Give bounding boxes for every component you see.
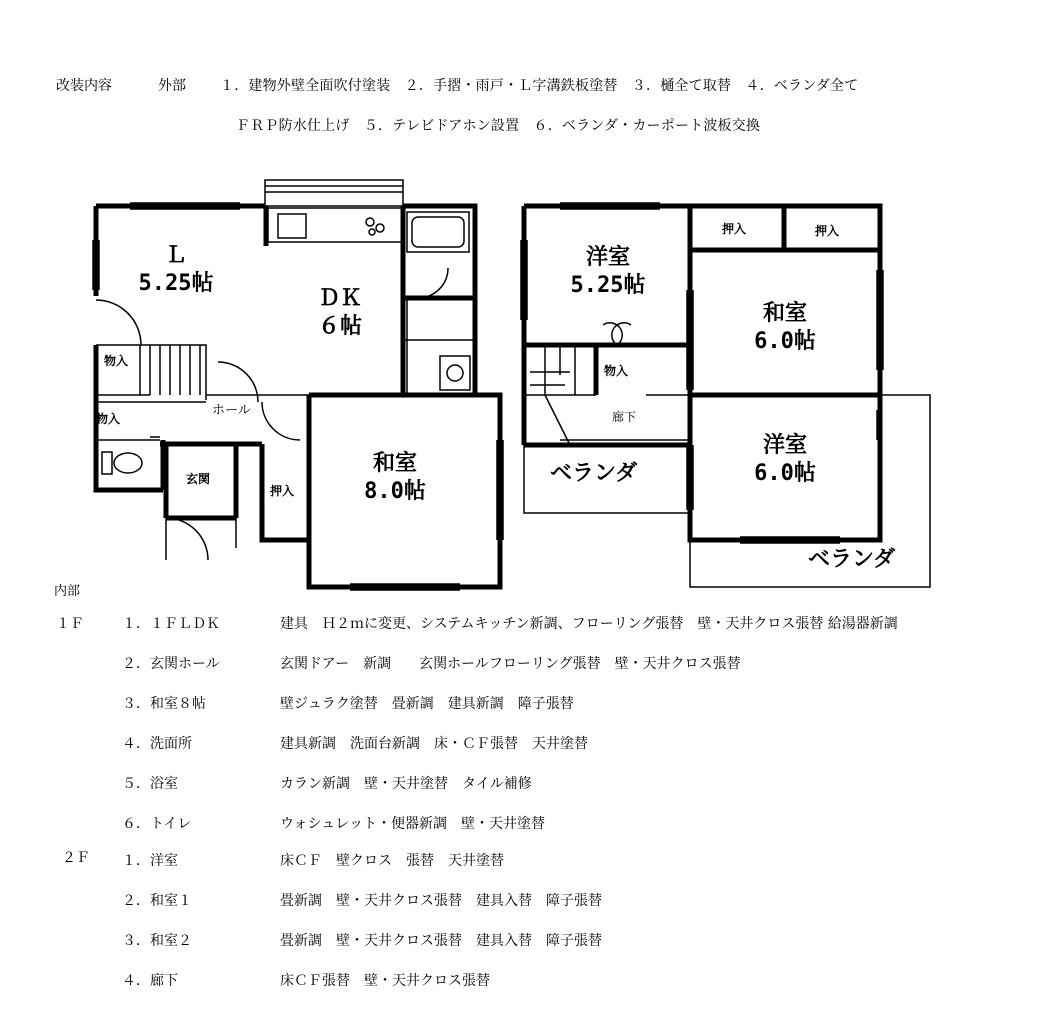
list-item-no: ２．和室１ — [122, 893, 192, 909]
floor1-genkan: 玄関 — [186, 472, 211, 486]
header-title: 改装内容 — [56, 78, 112, 94]
floor2-youshitsu2-size: 6.0帖 — [754, 461, 816, 486]
floor1-washitsu-size: 8.0帖 — [364, 479, 426, 504]
list-item-desc: 畳新調 壁・天井クロス張替 建具入替 障子張替 — [280, 933, 602, 949]
list-item-desc: ウォシュレット・便器新調 壁・天井塗替 — [280, 816, 546, 832]
floor1-hall: ホール — [212, 403, 251, 418]
floor2-oshiire-2: 押入 — [815, 224, 840, 238]
list-item-no: ４．廊下 — [122, 973, 178, 989]
floor2-veranda-2: ベランダ — [808, 547, 896, 572]
floor2-veranda-1: ベランダ — [550, 461, 638, 486]
floor1-storage-2: 物入 — [96, 412, 121, 426]
list-item-no: ２．玄関ホール — [122, 656, 220, 672]
washbasin — [440, 356, 470, 390]
floor2-youshitsu2-name: 洋室 — [762, 433, 807, 458]
floor2-oshiire-1: 押入 — [722, 222, 747, 236]
exterior-line-1: １．建物外壁全面吹付塗装 ２．手摺・雨戸・Ｌ字溝鉄板塗替 ３．樋全て取替 ４．ベランダ全て — [220, 78, 859, 94]
floor2-youshitsu1-name: 洋室 — [585, 245, 630, 270]
floor2-washitsu-name: 和室 — [762, 301, 807, 326]
list-item-desc: 壁ジュラク塗替 畳新調 建具新調 障子張替 — [280, 696, 574, 712]
interior-heading: 内部 — [54, 584, 81, 599]
list-item-desc: 建具 Ｈ２ｍに変更、システムキッチン新調、フローリング張替 壁・天井クロス張替 給湯器新調 — [280, 616, 898, 632]
floor2-washitsu-size: 6.0帖 — [754, 329, 816, 354]
floor1-living-label — [136, 242, 216, 298]
list-item-desc: 床ＣＦ 壁クロス 張替 天井塗替 — [280, 853, 504, 869]
floor1-heading: １Ｆ — [56, 616, 84, 632]
list-item-no: ３．和室２ — [122, 933, 192, 949]
kitchen-counter — [268, 208, 402, 242]
floor2-youshitsu1-size: 5.25帖 — [570, 273, 646, 298]
floor2-washitsu-label — [740, 300, 830, 356]
list-item-no: １．洋室 — [122, 853, 178, 869]
floor1-living-size: 5.25帖 — [138, 271, 214, 296]
floor1-washitsu-name: 和室 — [372, 451, 417, 476]
floor2-corridor: 廊下 — [612, 410, 637, 424]
list-item-no: ５．浴室 — [122, 776, 178, 792]
floor1-storage-1: 物入 — [104, 354, 129, 368]
list-item-no: ４．洗面所 — [122, 736, 192, 752]
floor2-youshitsu2-label — [740, 432, 830, 488]
bathtub — [407, 212, 469, 252]
exterior-line-2: ＦＲＰ防水仕上げ ５．テレビドアホン設置 ６．ベランダ・カーポート波板交換 — [236, 118, 761, 134]
floor1-living-name: Ｌ — [164, 243, 187, 268]
floor1-washitsu-label — [350, 450, 440, 506]
list-item-no: １．１ＦＬＤＫ — [122, 616, 220, 632]
floor1-dk-name: ＤＫ — [317, 286, 362, 311]
list-item-no: ３．和室８帖 — [122, 696, 206, 712]
floor2-youshitsu1-label — [560, 244, 656, 300]
list-item-desc: 床ＣＦ張替 壁・天井クロス張替 — [280, 973, 490, 989]
kitchen-window — [265, 180, 403, 206]
floor2-storage: 物入 — [604, 364, 629, 378]
floor1-dk-label — [300, 285, 380, 341]
floor2-heading: ２Ｆ — [62, 850, 90, 866]
list-item-no: ６．トイレ — [122, 816, 192, 832]
list-item-desc: 建具新調 洗面台新調 床・ＣＦ張替 天井塗替 — [280, 736, 588, 752]
floor1-oshiire: 押入 — [270, 484, 295, 498]
list-item-desc: カラン新調 壁・天井塗替 タイル補修 — [280, 776, 532, 792]
floor1-dk-size: ６帖 — [317, 314, 362, 339]
header-section: 外部 — [158, 78, 186, 94]
list-item-desc: 畳新調 壁・天井クロス張替 建具入替 障子張替 — [280, 893, 602, 909]
list-item-desc: 玄関ドアー 新調 玄関ホールフローリング張替 壁・天井クロス張替 — [280, 656, 741, 672]
